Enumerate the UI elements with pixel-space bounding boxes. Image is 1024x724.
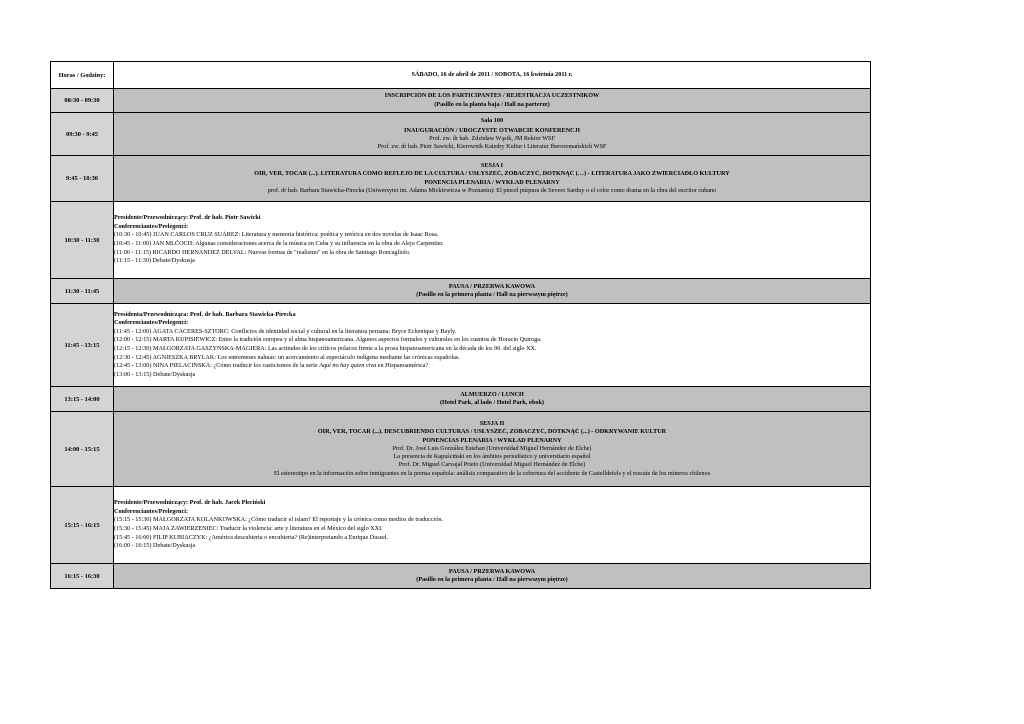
row-time: 08:30 - 09:30	[51, 89, 114, 113]
row-time: 16:15 - 16:30	[51, 564, 114, 589]
row-content	[114, 412, 871, 487]
row-time: 11:45 - 13:15	[51, 304, 114, 387]
talk-item	[114, 362, 870, 371]
chair-line: Presidente/Przewodniczący: Prof. dr hab. Jacek Pleciński	[114, 499, 266, 507]
content-line: Sala 100	[480, 116, 504, 124]
row-content	[114, 113, 871, 156]
schedule-row	[51, 387, 871, 412]
content-line: SESJA I	[480, 162, 504, 170]
talk-item-prefix: (12:45 - 13:00) NINA PIELACIŃSKA: ¿Cómo traducir los casticismos de la serie	[114, 362, 320, 370]
content-line: PONENCIA PLENARIA / WYKŁAD PLENARNY	[424, 178, 560, 186]
talk-item-suffix: en Hispanoamérica?	[376, 362, 429, 370]
schedule-row	[51, 304, 871, 387]
header-row	[51, 62, 871, 89]
schedule-row	[51, 156, 871, 202]
talk-item: (12:00 - 12:15) MARTA KUPISIEWICZ: Entre la tradición europea y el alma hispanoamericana. Algunos aspectos formales y culturales en los cuentos de Horacio Quiroga.	[114, 336, 542, 344]
time-column-header: Horas / Godziny:	[51, 62, 114, 89]
schedule-table	[50, 61, 871, 589]
row-time: 14:00 - 15:15	[51, 412, 114, 487]
talk-item: (11:00 - 11:15) RICARDO HERNÁNDEZ DELVAL: Nuevas formas de "realismo" en la obra de Santiago Roncagliolo.	[114, 248, 411, 256]
content-line: (Hotel Park, al lado / Hotel Park, obok)	[440, 399, 544, 406]
content-line: El estereotipo en la información sobre inmigrantes en la prensa española: análisis comparativo de la cobertura del accidente de Castelldefels y el rescate de los mineros chilenos	[273, 469, 711, 477]
row-content	[114, 279, 871, 304]
speakers-label: Conferenciantes/Prelegenci:	[114, 222, 188, 230]
row-time: 10:30 - 11:30	[51, 202, 114, 279]
content-line: La presencia de Kapuściński en los ámbitos periodístico y universitario español	[393, 453, 591, 461]
content-line: PONENCIAS PLENARIA / WYKŁAD PLENARNY	[422, 436, 562, 444]
schedule-row	[51, 279, 871, 304]
schedule-row	[51, 564, 871, 589]
row-content	[114, 202, 871, 279]
content-line: INSCRIPCIÓN DE LOS PARTICIPANTES / REJESTRACJA UCZESTNIKÓW	[384, 92, 600, 100]
content-line: ALMUERZO / LUNCH	[460, 390, 524, 398]
schedule-row	[51, 202, 871, 279]
talk-item: (15:30 - 15:45) MAJA ZAWIERZENIEC: Traducir la violencia: arte y literatura en el México del siglo XXI.	[114, 525, 383, 532]
content-line: OÍR, VER, TOCAR (...). DESCUBRIENDO CULTURAS / USŁYSZEĆ, ZOBACZYĆ, DOTKNĄĆ (...) - ODKRYWANIE KULTUR	[317, 428, 667, 436]
speakers-label: Conferenciantes/Prelegenci:	[114, 507, 188, 515]
row-time: 9:45 - 10:30	[51, 156, 114, 202]
row-time: 13:15 - 14:00	[51, 387, 114, 412]
talk-item: (11:45 - 12:00) ÁGATA CÁCERES-SZTORC: Conflictos de identidad social y cultural en la literatura peruana: Bryce Echenique y Bayly.	[114, 327, 457, 335]
chair-line: Presidenta/Przewodnicząca: Prof. dr hab. Barbara Stawicka-Pirecka	[114, 310, 296, 318]
content-line: (Pasillo en la primera planta / Hall na pierwszym piętrze)	[416, 291, 568, 298]
content-line: SESJA II	[479, 420, 505, 428]
talk-item: (13:00 - 13:15) Debate/Dyskusja	[114, 370, 196, 378]
talk-item: (15:45 - 16:00) FILIP KUBIACZYK: ¿América descubierta o encubierta? (Re)interpretando a Enrique Dussel.	[114, 533, 389, 541]
row-content	[114, 304, 871, 387]
schedule-row	[51, 487, 871, 564]
content-line: prof. dr hab. Barbara Stawicka-Pirecka (Uniwersytet im. Adama Mickiewicza w Poznaniu): El pincel púrpura de Severo Sarduy o el color como drama en la obra del escritor cubano	[267, 186, 717, 194]
chair-line: Presidente/Przewodniczący: Prof. dr hab. Piotr Sawicki	[114, 214, 261, 222]
content-line: INAUGURACIÓN / UROCZYSTE OTWARCIE KONFERENCJI	[403, 126, 581, 134]
content-line: Prof. zw. dr hab. Zdzisław Wąsik, JM Rektor WSF	[429, 135, 555, 142]
content-line: Prof. Dr. José Luis González Esteban (Universidad Miguel Hernández de Elche)	[392, 444, 592, 452]
row-content	[114, 387, 871, 412]
content-line: OÍR, VER, TOCAR (...). LITERATURA COMO REFLEJO DE LA CULTURA / USŁYSZEĆ, ZOBACZYĆ, DOTKNĄĆ (…) - LITERATURA JAKO ZWIERCIADŁO KULTURY	[254, 170, 730, 178]
row-time: 15:15 - 16:15	[51, 487, 114, 564]
row-content	[114, 89, 871, 113]
content-line: (Pasillo en la primera planta / Hall na pierwszym piętrze)	[416, 576, 568, 583]
talk-item: (10:45 - 11:00) JAN MLČOCH: Algunas consideraciones acerca de la música en Cuba y su influencia en la obra de Alejo Carpentier.	[114, 240, 444, 247]
row-content	[114, 156, 871, 202]
row-content	[114, 564, 871, 589]
row-time: 09:30 - 9:45	[51, 113, 114, 156]
talk-item: (11:15 - 11:30) Debate/Dyskusja	[114, 257, 195, 265]
content-line: Prof. zw. dr hab. Piotr Sawicki, Kierownik Katedry Kultur i Literatur Iberoromańskich WSF	[377, 143, 607, 151]
speakers-label: Conferenciantes/Prelegenci:	[114, 319, 188, 327]
talk-item: (12:15 - 12:30) MAŁGORZATA GASZYŃSKA-MAGIERA: Las actitudes de los críticos polacos frente a la prosa hispanoamericana en la década de los 90. del siglo XX.	[114, 345, 537, 352]
content-line: PAUSA / PRZERWA KAWOWA	[448, 282, 536, 290]
content-line: PAUSA / PRZERWA KAWOWA	[448, 567, 536, 575]
row-time: 11:30 - 11:45	[51, 279, 114, 304]
content-line: Prof. Dr. Miguel Carvajal Prieto (Universidad Miguel Hernández de Elche)	[398, 461, 586, 469]
schedule-row	[51, 412, 871, 487]
talk-item: (16:00 - 16:15) Debate/Dyskusja	[114, 542, 196, 550]
talk-item: (12:30 - 12:45) AGNIESZKA BRYLAK: Los entremeses nahuas: un acercamiento al espectáculo indígena mediante las crónicas españolas.	[114, 353, 460, 361]
talk-item: (10:30 - 10:45) JUAN CARLOS CRUZ SUÁREZ: Literatura y memoria histórica: poética y retórica en dos novelas de Isaac Rosa.	[114, 231, 439, 239]
schedule-row	[51, 113, 871, 156]
schedule-row	[51, 89, 871, 113]
row-content	[114, 487, 871, 564]
day-title: SÁBADO, 16 de abril de 2011 / SOBOTA, 16 kwietnia 2011 r.	[114, 62, 871, 89]
series-title: Aquí no hay quien viva	[319, 362, 377, 370]
content-line: (Pasillo en la planta baja / Hall na parterze)	[434, 100, 550, 108]
talk-item: (15:15 - 15:30) MAŁGORZATA KOLANKOWSKA: ¿Cómo traducir el islam? El reportaje y la crónica como medios de traducción.	[114, 516, 444, 524]
